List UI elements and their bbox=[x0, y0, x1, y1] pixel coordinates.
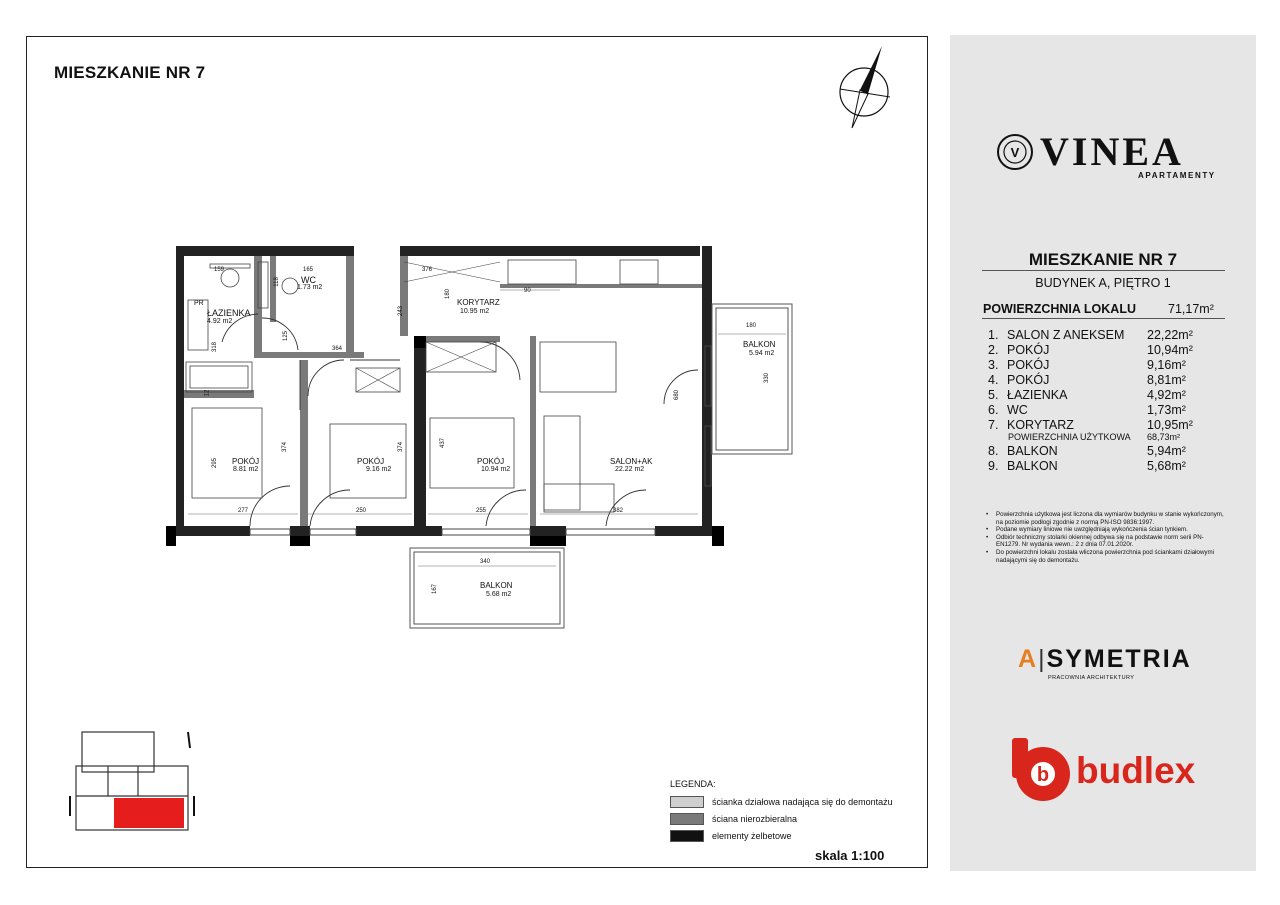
room-area: 10,95m² bbox=[1147, 418, 1193, 432]
room-row bbox=[988, 328, 1223, 343]
plan-title: MIESZKANIE NR 7 bbox=[54, 63, 206, 82]
apartment-location: BUDYNEK A, PIĘTRO 1 bbox=[1035, 276, 1171, 290]
room-number: 6. bbox=[988, 403, 999, 417]
room-row bbox=[988, 403, 1223, 418]
vinea-logo bbox=[996, 128, 1184, 175]
room-area-korytarz: 10.95 m2 bbox=[460, 308, 490, 315]
room-area: 4,92m² bbox=[1147, 388, 1186, 402]
room-number: 3. bbox=[988, 358, 999, 372]
room-area: 5,94m² bbox=[1147, 444, 1186, 458]
notes bbox=[986, 511, 1226, 564]
legend-title: LEGENDA: bbox=[670, 779, 716, 789]
note-item: • Do powierzchni lokalu została wliczona powierzchnia pod ściankami działowymi nadającymi się do demontażu. bbox=[986, 549, 1226, 564]
brand-name: VINEA bbox=[1040, 129, 1184, 174]
room-label-pokoj-1: POKÓJ bbox=[232, 457, 260, 466]
dim-label: 180 bbox=[445, 288, 452, 300]
apartment-title: MIESZKANIE NR 7 bbox=[1028, 250, 1178, 269]
symetria-logo-text: SYMETRIA bbox=[1046, 645, 1192, 673]
vinea-emblem-letter: V bbox=[1010, 144, 1020, 160]
room-name: ŁAZIENKA bbox=[1007, 388, 1068, 402]
room-label-balkon-1: BALKON bbox=[743, 340, 776, 349]
dim-label: 250 bbox=[356, 508, 367, 514]
legend-item bbox=[670, 813, 797, 825]
dim-label: 125 bbox=[283, 330, 290, 342]
room-number: 8. bbox=[988, 444, 999, 458]
legend-label: elementy żelbetowe bbox=[712, 831, 792, 841]
room-area: 9,16m² bbox=[1147, 358, 1186, 372]
note-item: • Odbiór techniczny stolarki okiennej odbywa się na podstawie norm serii PN-EN1279. Nr wydania wewn.: 2 z dnia 07.01.2020r. bbox=[986, 534, 1226, 549]
dim-label: 382 bbox=[613, 508, 624, 514]
room-name: KORYTARZ bbox=[1007, 418, 1074, 432]
room-area-balkon-2: 5.68 m2 bbox=[486, 591, 512, 598]
dim-label: 364 bbox=[332, 346, 343, 352]
dim-label: 118 bbox=[273, 277, 280, 287]
dim-label: 374 bbox=[282, 441, 289, 453]
dim-label: 243 bbox=[398, 305, 405, 317]
dim-label: 277 bbox=[238, 508, 249, 514]
room-area-pokoj-3: 10.94 m2 bbox=[481, 466, 511, 473]
legend-item bbox=[670, 796, 893, 808]
area-label: POWIERZCHNIA LOKALU bbox=[983, 302, 1136, 316]
pr-label: PR bbox=[194, 300, 204, 307]
dim-label: 376 bbox=[422, 267, 433, 273]
note-item: • Podane wymiary liniowe nie uwzględniają wykończenia ścian tynkiem. bbox=[986, 526, 1226, 534]
room-row bbox=[988, 343, 1223, 358]
symetria-logo-bar: | bbox=[1038, 645, 1047, 673]
dim-label: 180 bbox=[746, 323, 757, 329]
dim-label: 437 bbox=[440, 437, 447, 449]
dim-label: 330 bbox=[764, 372, 771, 384]
room-row bbox=[988, 444, 1223, 459]
budlex-logo-letter: b bbox=[1036, 764, 1050, 786]
room-area-wc: 1.73 m2 bbox=[297, 284, 323, 291]
room-name: POKÓJ bbox=[1007, 373, 1050, 387]
area-value: 71,17m² bbox=[1168, 302, 1214, 316]
dim-label: 90 bbox=[524, 288, 531, 294]
legend-label: ściana nierozbieralna bbox=[712, 814, 798, 824]
room-area: 1,73m² bbox=[1147, 403, 1186, 417]
symetria-logo bbox=[1018, 645, 1192, 674]
room-name: BALKON bbox=[1007, 444, 1058, 458]
room-number: 9. bbox=[988, 459, 999, 473]
room-row bbox=[988, 459, 1223, 474]
room-label-pokoj-2: POKÓJ bbox=[357, 457, 385, 466]
room-label-salon: SALON+AK bbox=[610, 457, 653, 466]
room-area-salon: 22.22 m2 bbox=[615, 466, 645, 473]
room-area: 8,81m² bbox=[1147, 373, 1186, 387]
dim-label: 318 bbox=[212, 341, 219, 353]
legend-label: ścianka działowa nadająca się do demontażu bbox=[712, 797, 893, 807]
room-area: 5,68m² bbox=[1147, 459, 1186, 473]
scale-label: skala 1:100 bbox=[815, 848, 885, 863]
dim-label: 12 bbox=[204, 389, 211, 397]
room-area-balkon-1: 5.94 m2 bbox=[749, 350, 775, 357]
legend-swatch bbox=[670, 830, 704, 842]
usable-area-value: 68,73m² bbox=[1147, 432, 1181, 442]
legend-swatch bbox=[670, 796, 704, 808]
dim-label: 255 bbox=[476, 508, 487, 514]
room-number: 1. bbox=[988, 328, 999, 342]
room-area-pokoj-1: 8.81 m2 bbox=[233, 466, 259, 473]
room-area-lazienka: 4.92 m2 bbox=[207, 318, 233, 325]
room-row bbox=[988, 358, 1223, 373]
divider bbox=[982, 270, 1225, 271]
divider bbox=[982, 318, 1225, 319]
room-number: 4. bbox=[988, 373, 999, 387]
room-name: BALKON bbox=[1007, 459, 1058, 473]
balcony-list bbox=[988, 444, 1223, 474]
room-row bbox=[988, 388, 1223, 403]
building-key-plan bbox=[68, 726, 208, 838]
budlex-logo-text: budlex bbox=[1076, 750, 1196, 791]
room-name: POKÓJ bbox=[1007, 358, 1050, 372]
symetria-logo-a: A bbox=[1018, 645, 1039, 673]
dim-label: 680 bbox=[674, 389, 681, 401]
symetria-sub: PRACOWNIA ARCHITEKTURY bbox=[1048, 675, 1135, 681]
room-name: WC bbox=[1007, 403, 1028, 417]
room-label-lazienka: ŁAZIENKA bbox=[207, 308, 251, 318]
room-label-pokoj-3: POKÓJ bbox=[477, 457, 505, 466]
room-label-wc: WC bbox=[301, 275, 316, 285]
room-name: POKÓJ bbox=[1007, 343, 1050, 357]
brand-sub: APARTAMENTY bbox=[1138, 171, 1216, 180]
legend-swatch bbox=[670, 813, 704, 825]
room-name: SALON Z ANEKSEM bbox=[1007, 328, 1125, 342]
room-label-korytarz: KORYTARZ bbox=[457, 298, 500, 307]
room-row bbox=[988, 418, 1223, 433]
dim-label: 159 bbox=[214, 267, 225, 273]
room-list bbox=[988, 328, 1223, 433]
dim-label: 295 bbox=[212, 457, 219, 469]
dim-label: 340 bbox=[480, 559, 491, 565]
vinea-emblem-icon bbox=[996, 133, 1034, 171]
dim-label: 374 bbox=[398, 441, 405, 453]
budlex-logo-icon bbox=[1010, 736, 1072, 804]
room-number: 5. bbox=[988, 388, 999, 402]
dim-label: 167 bbox=[432, 583, 439, 595]
note-item: • Powierzchnia użytkowa jest liczona dla wymiarów budynku w stanie wykończonym, na poziomie podłogi zgodnie z normą PN-ISO 9836:1997. bbox=[986, 511, 1226, 526]
dim-label: 165 bbox=[303, 267, 314, 273]
room-number: 7. bbox=[988, 418, 999, 432]
room-row bbox=[988, 373, 1223, 388]
room-area: 22,22m² bbox=[1147, 328, 1193, 342]
room-label-balkon-2: BALKON bbox=[480, 581, 513, 590]
room-number: 2. bbox=[988, 343, 999, 357]
legend-item bbox=[670, 830, 792, 842]
usable-area-label: POWIERZCHNIA UŻYTKOWA bbox=[1008, 432, 1131, 442]
room-area: 10,94m² bbox=[1147, 343, 1193, 357]
room-area-pokoj-2: 9.16 m2 bbox=[366, 466, 392, 473]
